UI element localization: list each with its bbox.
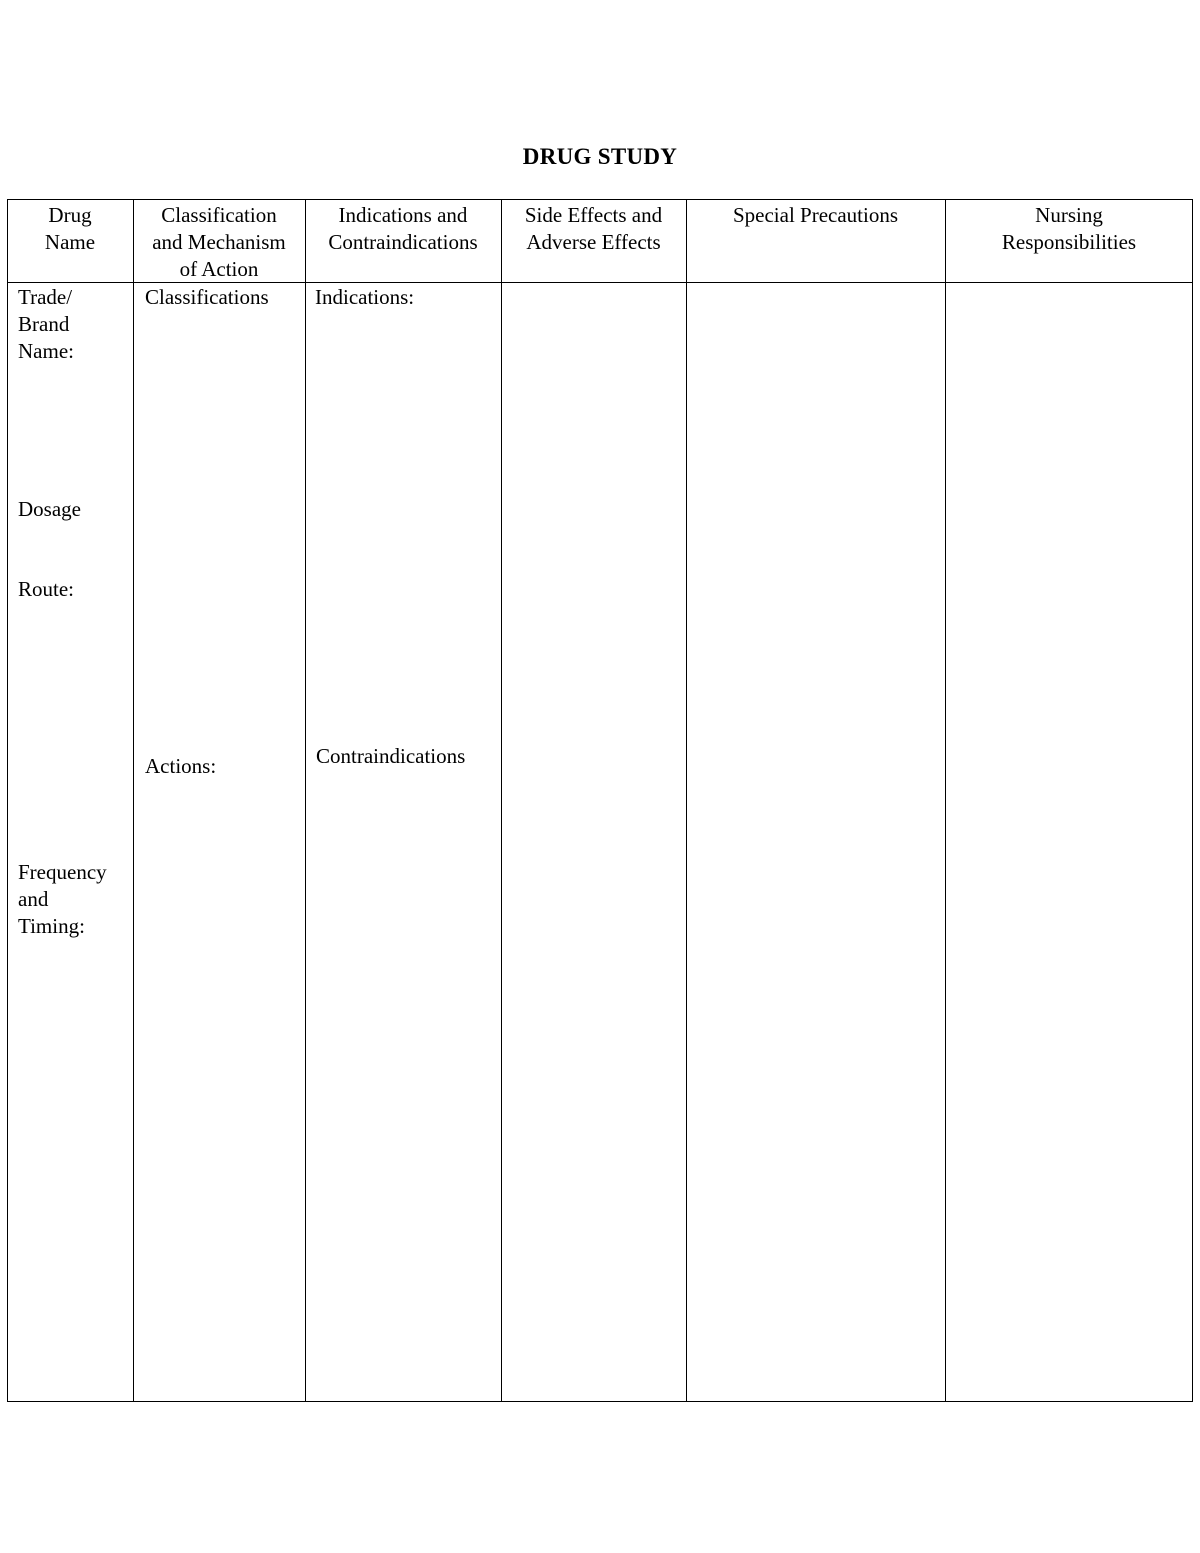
- column-divider: [945, 199, 946, 1402]
- header-line: Nursing: [1035, 203, 1103, 227]
- header-side-effects: [501, 202, 686, 256]
- contraindications-label: Contraindications: [316, 744, 466, 768]
- header-line: Special Precautions: [732, 203, 899, 227]
- indications-label: Indications:: [315, 285, 415, 309]
- header-indications: [305, 202, 501, 256]
- header-line: Indications and: [338, 203, 468, 227]
- column-divider: [133, 199, 134, 1402]
- label-line: Name:: [18, 339, 74, 363]
- drug-study-table: [7, 199, 1193, 1402]
- header-line: Side Effects and: [524, 203, 663, 227]
- header-drug-name: [7, 202, 133, 256]
- route-label: Route:: [18, 577, 74, 601]
- header-nursing-responsibilities: [945, 202, 1193, 256]
- trade-brand-name-label: [18, 284, 74, 365]
- table-border: [7, 199, 1193, 1402]
- header-line: and Mechanism: [152, 230, 286, 254]
- header-line: Adverse Effects: [526, 230, 661, 254]
- header-classification: [133, 202, 305, 283]
- frequency-timing-label: [18, 859, 107, 940]
- document-title: DRUG STUDY: [522, 144, 678, 169]
- dosage-label: Dosage: [18, 497, 81, 521]
- label-line: and: [18, 887, 49, 911]
- column-divider: [501, 199, 502, 1402]
- header-line: Drug: [48, 203, 92, 227]
- classifications-label: Classifications: [145, 285, 269, 309]
- header-line: Name: [44, 230, 96, 254]
- label-line: Frequency: [18, 860, 107, 884]
- header-line: Responsibilities: [1001, 230, 1137, 254]
- header-line: Classification: [161, 203, 277, 227]
- column-divider: [686, 199, 687, 1402]
- actions-label: Actions:: [145, 754, 217, 778]
- header-line: Contraindications: [328, 230, 478, 254]
- header-special-precautions: [686, 202, 945, 229]
- label-line: Brand: [18, 312, 70, 336]
- label-line: Trade/: [18, 285, 73, 309]
- label-line: Timing:: [18, 914, 85, 938]
- header-line: of Action: [179, 257, 259, 281]
- column-divider: [305, 199, 306, 1402]
